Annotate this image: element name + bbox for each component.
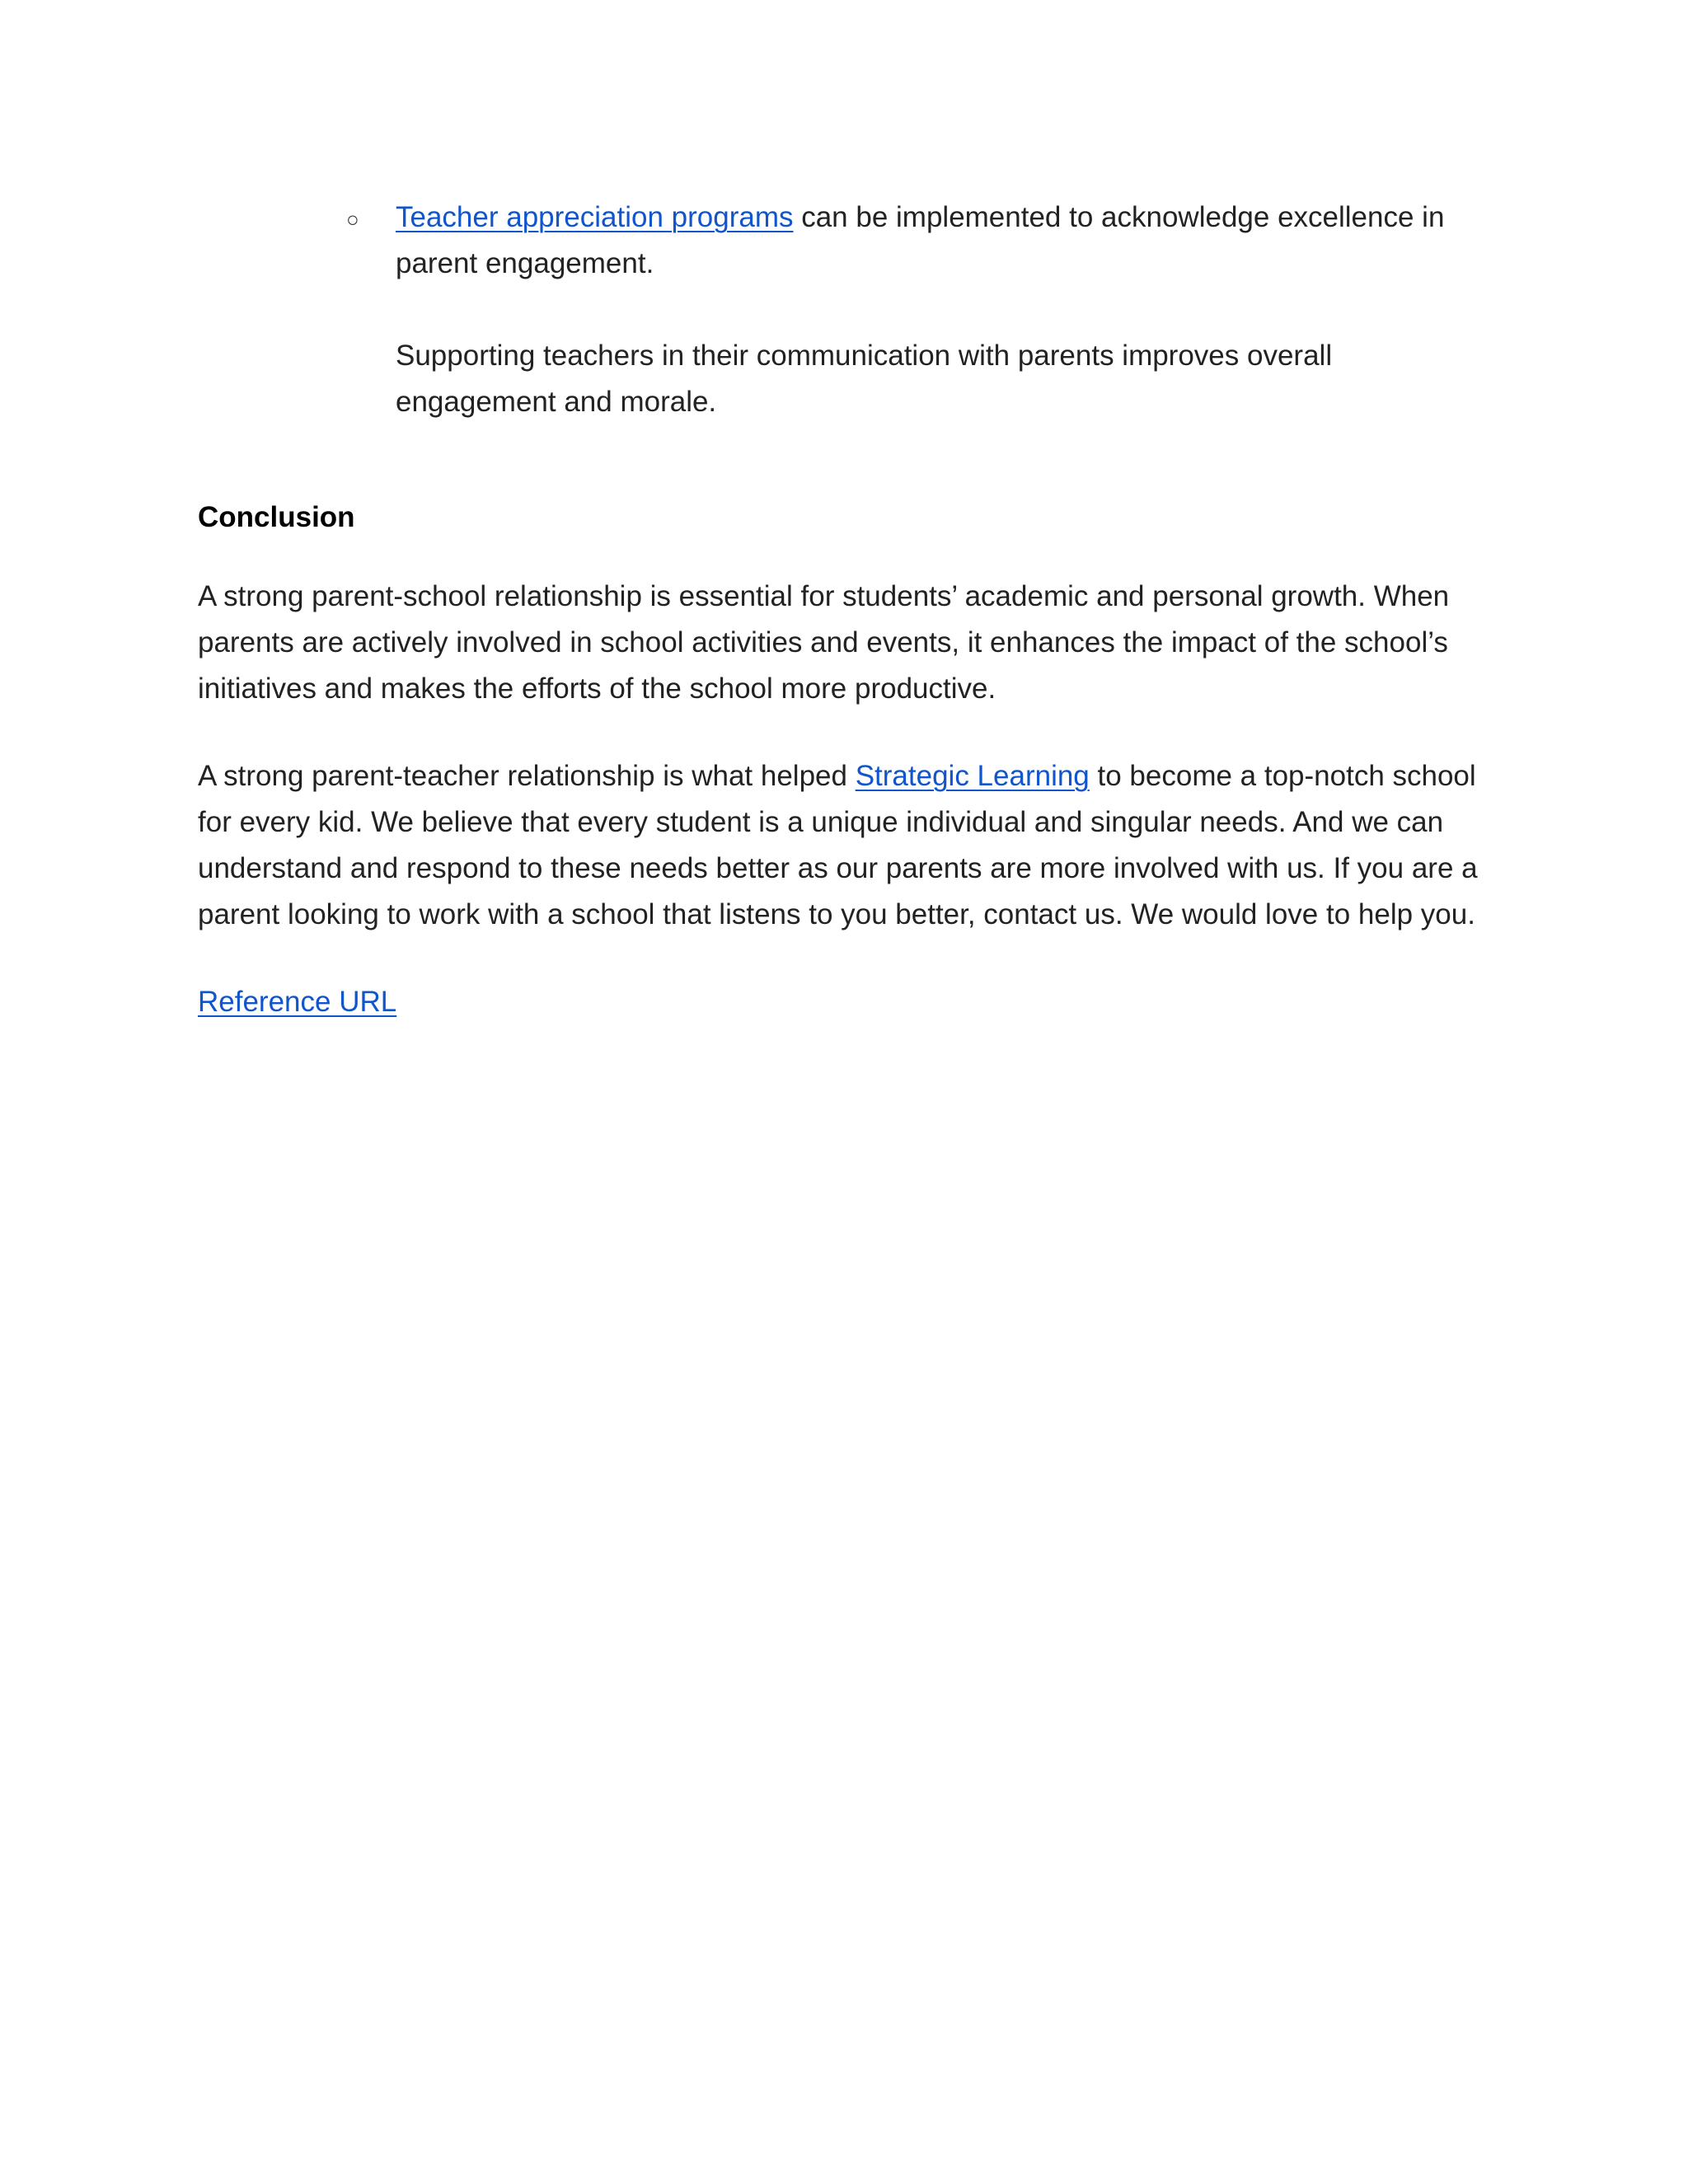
strategic-learning-link[interactable]: Strategic Learning bbox=[855, 760, 1090, 792]
list-item-text bbox=[396, 201, 1444, 279]
conclusion-heading: Conclusion bbox=[198, 501, 355, 533]
supporting-paragraph: Supporting teachers in their communication with parents improves overall engagement and morale. bbox=[396, 340, 1333, 418]
list-item-teacher-appreciation bbox=[346, 194, 1484, 287]
reference-url-link[interactable]: Reference URL bbox=[198, 986, 397, 1018]
reference-paragraph bbox=[198, 979, 1484, 1025]
document-body bbox=[198, 194, 1484, 1025]
list-item-rest-text: can be implemented to acknowledge excellence in parent engagement. bbox=[396, 201, 1445, 279]
paragraph-text-after: to become a top-notch school for every kid. We believe that every student is a unique individual and singular needs. And we can understand and respond to these needs better as our parents are more involved with us. If you are a parent looking to work with a school that listens to you better, contact us. We would love to help you. bbox=[198, 760, 1478, 930]
paragraph-text-before: A strong parent-teacher relationship is what helped bbox=[198, 760, 856, 792]
conclusion-paragraph-1: A strong parent-school relationship is essential for students’ academic and personal growth. When parents are actively involved in school activities and events, it enhances the impact of the school’s initiatives and makes the efforts of the school more productive. bbox=[198, 580, 1450, 705]
hollow-circle-bullet-icon: ○ bbox=[346, 207, 359, 232]
teacher-appreciation-link[interactable]: Teacher appreciation programs bbox=[396, 201, 794, 233]
conclusion-paragraph-2 bbox=[198, 753, 1484, 938]
